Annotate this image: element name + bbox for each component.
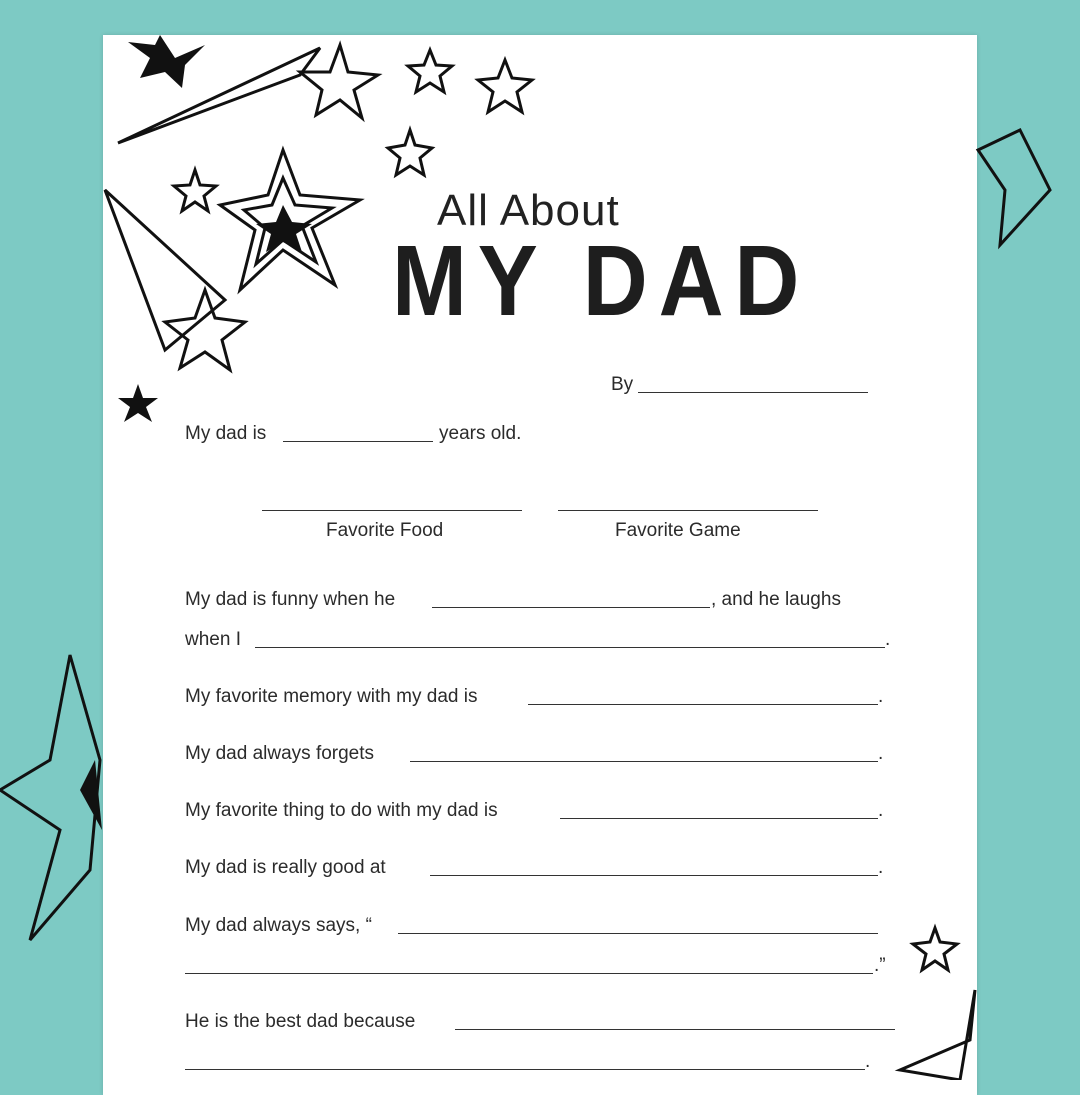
- forgets-prompt: My dad always forgets: [185, 743, 375, 764]
- memory-blank[interactable]: [528, 704, 878, 705]
- good-at-prompt: My dad is really good at: [185, 857, 386, 878]
- title-line-2: MY DAD: [392, 225, 811, 337]
- laughs-blank[interactable]: [255, 647, 885, 648]
- says-blank-2[interactable]: [185, 973, 873, 974]
- laughs-prompt: when I: [185, 629, 241, 650]
- says-blank-1[interactable]: [398, 933, 878, 934]
- by-label: By: [611, 374, 634, 395]
- best-dad-blank-1[interactable]: [455, 1029, 895, 1030]
- good-at-blank[interactable]: [430, 875, 878, 876]
- best-dad-prompt: He is the best dad because: [185, 1011, 416, 1032]
- age-suffix: years old.: [439, 423, 522, 444]
- memory-prompt: My favorite memory with my dad is: [185, 686, 478, 707]
- title-line-1: All About: [437, 186, 620, 235]
- funny-prompt: My dad is funny when he: [185, 589, 396, 610]
- period: .: [865, 1051, 871, 1072]
- best-dad-blank-2[interactable]: [185, 1069, 865, 1070]
- author-name-blank[interactable]: [638, 392, 868, 393]
- closing-quote: .”: [874, 955, 886, 976]
- favorite-thing-prompt: My favorite thing to do with my dad is: [185, 800, 498, 821]
- forgets-blank[interactable]: [410, 761, 878, 762]
- favorite-thing-blank[interactable]: [560, 818, 878, 819]
- funny-blank[interactable]: [432, 607, 710, 608]
- solid-star-icon: [118, 35, 205, 422]
- funny-suffix: , and he laughs: [711, 589, 841, 610]
- favorite-game-label: Favorite Game: [615, 520, 741, 541]
- period: .: [878, 800, 884, 821]
- period: .: [878, 743, 884, 764]
- period: .: [878, 857, 884, 878]
- favorite-game-blank[interactable]: [558, 510, 818, 511]
- favorite-food-blank[interactable]: [262, 510, 522, 511]
- favorite-food-label: Favorite Food: [326, 520, 444, 541]
- age-blank[interactable]: [283, 441, 433, 442]
- period: .: [878, 686, 884, 707]
- says-prompt: My dad always says, “: [185, 915, 372, 936]
- age-prompt: My dad is: [185, 423, 267, 444]
- period: .: [885, 629, 891, 650]
